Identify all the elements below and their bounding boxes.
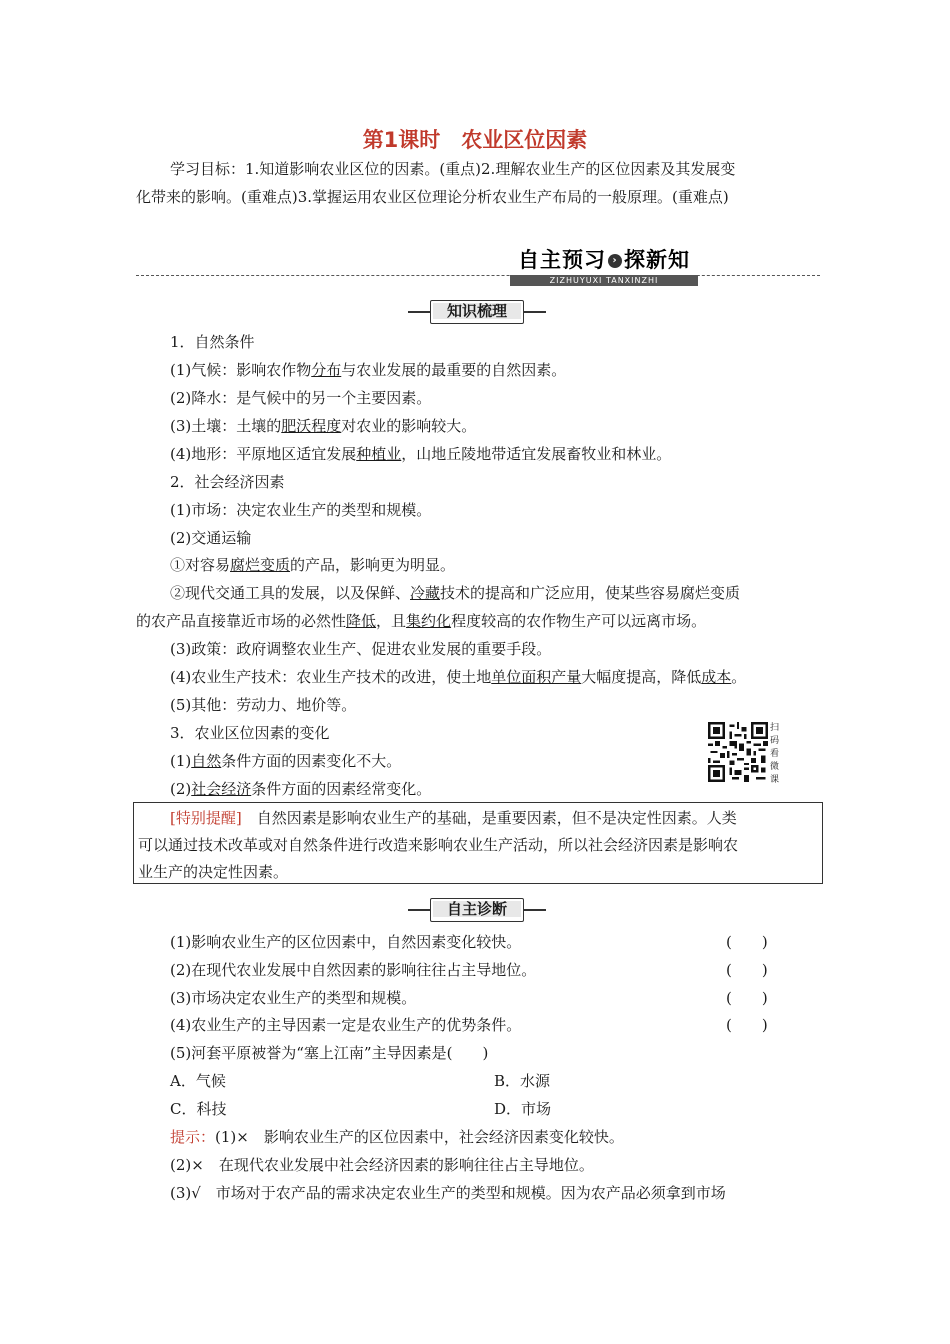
hint-line-3: (3)√ 市场对于农产品的需求决定农业生产的类型和规模。因为农产品必须拿到市场: [170, 1184, 726, 1202]
answer-blank: 冷藏: [410, 584, 441, 602]
option-d[interactable]: D．市场: [494, 1100, 552, 1118]
heading-socioeconomic: 2．社会经济因素: [170, 473, 285, 491]
text: 的产品，影响更为明显。: [290, 556, 456, 574]
text: 自然因素是影响农业生产的基础，是重要因素，但不是决定性因素。人类: [241, 809, 737, 827]
text: ，山地丘陵地带适宜发展畜牧业和林业。: [401, 445, 672, 463]
question-1: (1)影响农业生产的区位因素中，自然因素变化较快。: [170, 933, 522, 951]
section-label-box: [430, 898, 524, 922]
knowledge-line: [170, 751, 401, 771]
reminder-line-3: 业生产的决定性因素。: [138, 863, 289, 881]
knowledge-line: (5)其他：劳动力、地价等。: [170, 696, 357, 714]
qr-caption: [770, 722, 782, 787]
text: ②现代交通工具的发展，以及保鲜、: [170, 584, 411, 602]
answer-paren[interactable]: ( ): [726, 1016, 768, 1034]
hint-line-1: [170, 1127, 624, 1147]
page-title: 第1课时 农业区位因素: [362, 128, 588, 152]
special-reminder-box: [133, 802, 823, 884]
answer-blank: 自然: [191, 752, 222, 770]
section-label: 自主诊断: [433, 901, 521, 917]
answer-blank: 降低: [346, 612, 377, 630]
banner-subtitle: ZIZHUYUXI TANXINZHI: [510, 275, 698, 286]
knowledge-line: [170, 416, 476, 436]
text: (3)土壤：土壤的: [170, 417, 282, 435]
knowledge-line: [170, 555, 455, 575]
text: 的农产品直接靠近市场的必然性: [136, 612, 347, 630]
section-header-diagnosis: [408, 898, 546, 920]
text: 。: [731, 668, 747, 686]
text: 条件方面的因素变化不大。: [221, 752, 402, 770]
text: 大幅度提高，降低: [581, 668, 702, 686]
caption-char: 微: [770, 762, 780, 772]
caption-char: 看: [770, 749, 780, 759]
knowledge-line: [170, 667, 746, 687]
option-a[interactable]: A．气候: [170, 1072, 226, 1090]
knowledge-line: [170, 360, 566, 380]
answer-blank: 社会经济: [191, 780, 252, 798]
answer-paren[interactable]: ( ): [726, 933, 768, 951]
caption-char: 码: [770, 736, 780, 746]
knowledge-line: (3)政策：政府调整农业生产、促进农业发展的重要手段。: [170, 640, 552, 658]
reminder-line-1: [138, 805, 818, 832]
answer-paren[interactable]: ( ): [726, 989, 768, 1007]
text: 技术的提高和广泛应用，使某些容易腐烂变质: [440, 584, 741, 602]
question-4: (4)农业生产的主导因素一定是农业生产的优势条件。: [170, 1016, 522, 1034]
text: 程度较高的农作物生产可以远离市场。: [451, 612, 707, 630]
answer-blank: 种植业: [356, 445, 402, 463]
text: (2): [170, 780, 192, 798]
option-b[interactable]: B．水源: [494, 1072, 551, 1090]
text: (1)气候：影响农作物: [170, 361, 312, 379]
banner-divider: [136, 275, 820, 276]
learning-objectives: [136, 155, 816, 211]
text: 条件方面的因素经常变化。: [251, 780, 432, 798]
qr-code-icon[interactable]: [708, 722, 768, 782]
answer-blank: 分布: [311, 361, 342, 379]
knowledge-line: [136, 611, 706, 631]
objectives-line-1: 学习目标：1.知道影响农业区位的因素。(重点)2.理解农业生产的区位因素及其发展变: [170, 160, 736, 178]
knowledge-line: [170, 779, 431, 799]
section-label: 知识梳理: [433, 303, 521, 319]
knowledge-line: [170, 583, 740, 603]
banner-title-right: 探新知: [624, 248, 690, 272]
knowledge-line: (2)交通运输: [170, 529, 252, 547]
text: 对农业的影响较大。: [341, 417, 477, 435]
section-label-box: [430, 300, 524, 324]
knowledge-line: (2)降水：是气候中的另一个主要因素。: [170, 389, 432, 407]
objectives-line-2: 化带来的影响。(重难点)3.掌握运用农业区位理论分析农业生产布局的一般原理。(重难点): [136, 188, 729, 206]
text: (4)农业生产技术：农业生产技术的改进，使土地: [170, 668, 492, 686]
text: (1): [170, 752, 192, 770]
answer-blank: 腐烂变质: [230, 556, 291, 574]
answer-paren[interactable]: ( ): [726, 961, 768, 979]
answer-blank: 肥沃程度: [281, 417, 342, 435]
answer-blank: 成本: [701, 668, 732, 686]
text: (1)× 影响农业生产的区位因素中，社会经济因素变化较快。: [215, 1128, 624, 1146]
hint-line-2: (2)× 在现代农业发展中社会经济因素的影响往往占主导地位。: [170, 1156, 594, 1174]
knowledge-line: (1)市场：决定农业生产的类型和规模。: [170, 501, 432, 519]
question-2: (2)在现代农业发展中自然因素的影响往往占主导地位。: [170, 961, 537, 979]
text: 与农业发展的最重要的自然因素。: [341, 361, 567, 379]
text: ①对容易: [170, 556, 231, 574]
question-3: (3)市场决定农业生产的类型和规模。: [170, 989, 417, 1007]
question-5: (5)河套平原被誉为“塞上江南”主导因素是( ): [170, 1044, 489, 1062]
heading-change: 3．农业区位因素的变化: [170, 724, 330, 742]
text: ，且: [376, 612, 407, 630]
section-banner: [136, 246, 820, 286]
reminder-label: [特别提醒]: [170, 809, 242, 827]
option-c[interactable]: C．科技: [170, 1100, 227, 1118]
text: (4)地形：平原地区适宜发展: [170, 445, 357, 463]
heading-natural: 1．自然条件: [170, 333, 255, 351]
banner-arrow-icon: ›: [608, 254, 622, 268]
hint-label: 提示：: [170, 1128, 216, 1146]
banner-title: [510, 246, 698, 274]
reminder-line-2: 可以通过技术改革或对自然条件进行改造来影响农业生产活动，所以社会经济因素是影响农: [138, 836, 739, 854]
banner-title-left: 自主预习: [518, 248, 606, 272]
answer-blank: 单位面积产量: [491, 668, 582, 686]
knowledge-line: [170, 444, 671, 464]
reminder-text: [138, 805, 818, 886]
caption-char: 课: [770, 775, 780, 785]
caption-char: 扫: [770, 723, 780, 733]
section-header-knowledge: [408, 300, 546, 322]
answer-blank: 集约化: [406, 612, 452, 630]
